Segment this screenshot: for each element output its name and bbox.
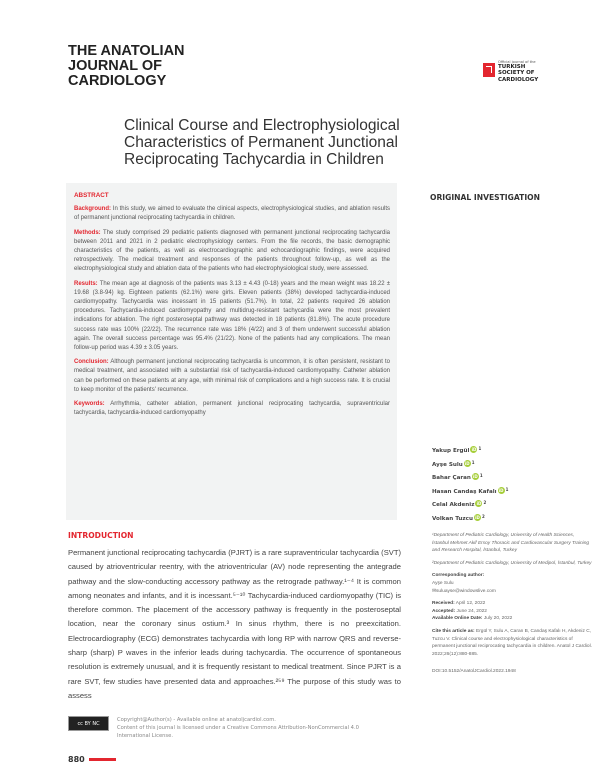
author (432, 461, 508, 475)
abstract-methods (74, 229, 390, 275)
abstract-background (74, 205, 390, 223)
affiliation-sup: 2 (483, 500, 487, 505)
journal-title (68, 44, 185, 89)
article-title: Clinical Course and Electrophysiological Characteristics of Permanent Junctional Reciprocating Tachycardia in Children (124, 117, 400, 168)
affiliation-sup: 1 (505, 486, 509, 492)
society-name-line: CARDIOLOGY (498, 76, 539, 83)
affiliation-sup: 2 (481, 513, 485, 519)
section-label: Results: (74, 280, 98, 287)
author (432, 515, 508, 529)
abstract-conclusion (74, 358, 390, 395)
journal-title-line: CARDIOLOGY (68, 73, 167, 89)
society-tagline: Official journal of the (498, 60, 536, 64)
citation-text: Ergül Y, Sulu A, Caran B, Candaş Kafalı H, Akdeniz C, Tuzcu V. Clinical course and electrophysiological characteristics of permanent junctional reciprocating tachycardia in children. Anatol J Cardiol. 2022;26(12):880-885. (432, 628, 592, 657)
label: Corresponding author: (432, 573, 485, 579)
online-date: July 20, 2022 (482, 616, 513, 622)
article-type: ORIGINAL INVESTIGATION (430, 193, 540, 202)
creative-commons-icon[interactable] (68, 716, 109, 731)
page-number: 880 (68, 755, 85, 764)
author-name: Celal Akdeniz (432, 502, 475, 508)
affiliation: ²Department of Pediatric Cardiology, University of Medipol, İstanbul, Turkey (432, 560, 592, 566)
affiliation-sup: 1 (471, 459, 475, 465)
orcid-icon[interactable]: iD (471, 447, 477, 452)
affiliation-sup: 1 (479, 473, 483, 478)
received-date: April 12, 2022 (454, 601, 486, 607)
corresponding-author (432, 572, 592, 595)
abstract-box (66, 183, 397, 520)
author (432, 474, 508, 488)
label: Accepted: (432, 608, 456, 614)
badge-text: cc BY NC (77, 720, 100, 727)
introduction-text: Permanent junctional reciprocating tachycardia (PJRT) is a rare supraventricular tachycardia (SVT) caused by atrioventricular reentry, with the atrioventricular (AV) node representing the antegrade pathway and the slow-conducting accessory pathway as the retrograde pathway.¹⁻⁴ It is common among neonates and infants, and it is incessant.⁵⁻¹⁰ Tachycardia-induced cardiomyopathy (TIC) is therefore common. The placement of the accessory pathway is frequently in the posteroseptal location, near the coronary sinus ostium.³ In sinus rhythm, there is no preexcitation. Electrocardiography (ECG) demonstrates tachycardia with long RP with narrow QRS and reverse-sharp (sharp) P waves in the inferior leads during tachycardia. The occurrence of spontaneous resolution is extremely unusual, and it is frequently resistant to medical treatment. Since PJRT is a rare SVT, few studies have presented data and approaches.²⁵⁹ The purpose of this study was to assess (68, 548, 401, 700)
article-info (432, 532, 592, 681)
label: Available Online Date: (432, 616, 483, 622)
email-link[interactable]: suluayse@windowslive.com (436, 588, 496, 594)
orcid-icon[interactable]: iD (475, 514, 480, 520)
label: Received: (432, 601, 455, 607)
author-name: Yakup Ergül (432, 448, 470, 454)
abstract-results (74, 280, 390, 354)
author (432, 447, 508, 461)
author-list (432, 447, 508, 528)
author (432, 488, 508, 502)
affiliation: ¹Department of Pediatric Cardiology, University of Health Sciences, İstanbul Mehmet Akif Ersoy Thoracic and Cardiovascular Surgery Training and Research Hospital, İstanbul, Turkey (432, 533, 590, 554)
label: Cite this article as: (432, 628, 475, 634)
section-text: In this study, we aimed to evaluate the clinical aspects, electrophysiological studies, and ablation results of permanent junctional reciprocating tachycardia in children. (74, 206, 390, 222)
society-logo (483, 60, 538, 83)
accepted-date: June 24, 2022 (455, 608, 487, 614)
section-label: Conclusion: (74, 359, 109, 366)
affiliation-sup: 1 (478, 446, 482, 451)
introduction-heading: INTRODUCTION (68, 531, 134, 540)
author-name: Volkan Tuzcu (432, 515, 473, 522)
journal-title-line: JOURNAL OF (68, 58, 162, 74)
section-label: Keywords: (74, 401, 105, 408)
section-label: Background: (74, 206, 112, 213)
license-text: Content of this journal is licensed under a Creative Commons Attribution-NonCommercial 4.0 International License. (117, 725, 359, 739)
abstract-heading: ABSTRACT (74, 192, 109, 199)
author-name: Ayşe Sulu (432, 461, 463, 468)
citation (432, 628, 592, 658)
society-name-line: SOCIETY OF (498, 70, 535, 77)
section-label: Methods: (74, 229, 101, 236)
accent-bar (89, 758, 116, 761)
orcid-icon[interactable]: iD (473, 474, 478, 479)
section-text: The study comprised 29 pediatric patients diagnosed with permanent junctional reciprocating tachycardia between 2011 and 2021 in 2 pediatric electrophysiology centers. From the file records, the basic demographic characteristics of the patients, as well as electrocardiographic and echocardiographic findings, were acquired retrospectively. The medical treatment and responses of the patients throughout follow-up, as well as the electrophysiological study and ablation data of the patients who had electrophysiological study, were assessed. (74, 229, 390, 273)
doi[interactable]: DOI:10.5152/AnatolJCardiol.2022.1948 (432, 669, 516, 675)
society-logo-icon (483, 63, 495, 77)
journal-title-line: THE ANATOLIAN (68, 43, 185, 59)
society-name-line: TURKISH (498, 64, 526, 70)
section-text: Arrhythmia, catheter ablation, permanent junctional reciprocating tachycardia, supraventricular tachycardia, tachycardia-induced cardiomyopathy (74, 401, 390, 417)
page-footer (68, 755, 116, 764)
section-text: Although permanent junctional reciprocating tachycardia is uncommon, it is often persistent, resistant to medical treatment, and associated with a substantial risk of tachycardia-induced cardiomyopathy. Catheter ablation can be performed on these patients at any age, with minimal risk of complications and a high success rate. It is crucial to keep monitor of the patients' recurrence. (74, 359, 390, 393)
orcid-icon[interactable]: iD (498, 487, 504, 493)
author-name: Hasan Candaş Kafalı (432, 488, 497, 495)
abstract-keywords (74, 400, 390, 418)
dates (432, 600, 592, 623)
orcid-icon[interactable]: iD (476, 501, 482, 506)
author-name: Bahar Çaran (432, 475, 471, 481)
copyright-text: Copyright@Author(s) - Available online at anatoljcardiol.com. (117, 717, 276, 723)
mail-icon: ✉ (432, 588, 437, 594)
license (68, 716, 387, 740)
orcid-icon[interactable]: iD (464, 460, 470, 466)
corresponding-name: Ayşe Sulu (432, 580, 454, 586)
author (432, 501, 508, 515)
section-text: The mean age at diagnosis of the patients was 3.13 ± 4.43 (0-18) years and the mean weight was 18.22 ± 19.68 (3.8-94) kg. Eighteen patients (62.1%) were girls. Eleven patients (38%) developed tachycardia-induced cardiomyopathy. Tachycardia was incessant in 15 patients (51.7%). In total, 22 patients required 26 ablation procedures. Tachycardia-induced cardiomyopathy and multidrug-resistant tachycardia were the most prevalent indications for ablation. The right posteroseptal pathway was detected in 18 patients (81.8%). The acute procedure success rate was 100% (22/22). The recurrence rate was 18% (4/22) and 3 of them underwent successful ablation again. The overall success percentage was 95.4% (21/22). None of the patients had any complications. The mean follow-up period was 4.39 ± 3.05 years. (74, 280, 390, 352)
